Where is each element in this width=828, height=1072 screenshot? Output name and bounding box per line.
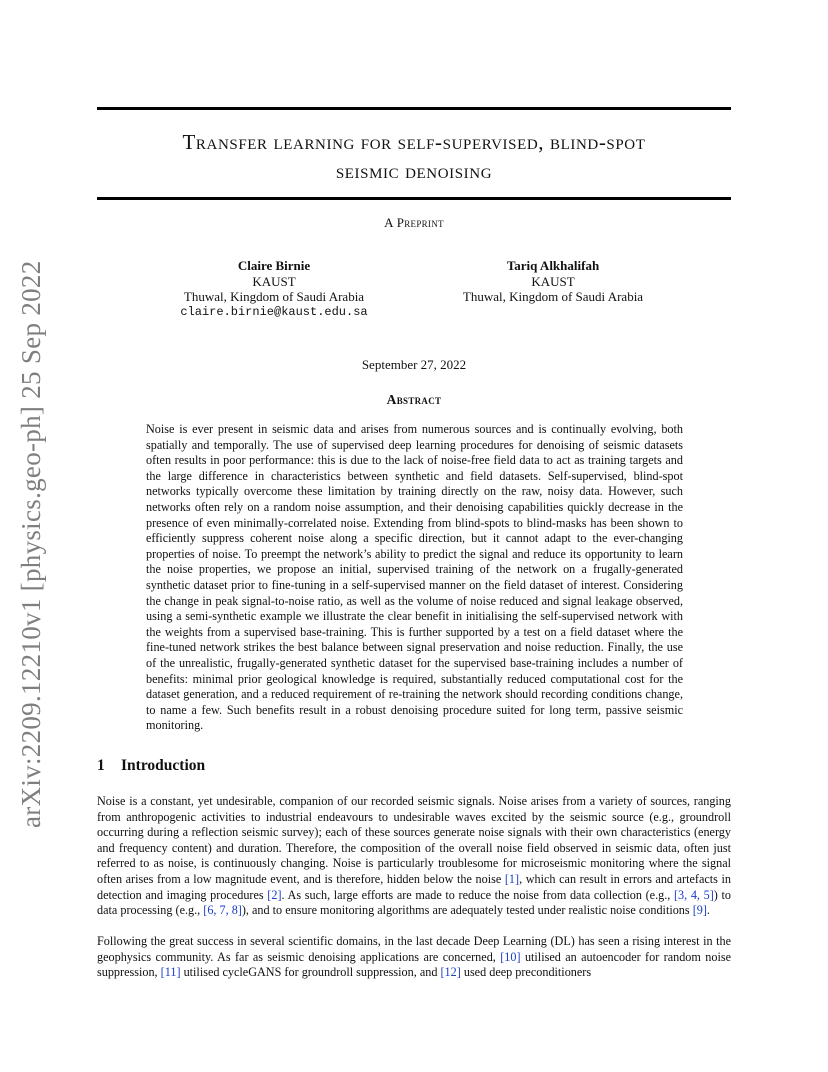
author-location: Thuwal, Kingdom of Saudi Arabia <box>462 289 644 304</box>
section-heading-introduction <box>97 757 205 775</box>
citation-link[interactable]: [10] <box>500 949 521 964</box>
citation-link[interactable]: [1] <box>504 871 520 886</box>
title-bottom-rule <box>97 197 731 200</box>
citation-link[interactable]: [12] <box>440 965 461 980</box>
citation-link[interactable]: [6, 7, 8] <box>203 903 242 918</box>
citation-link[interactable]: [3, 4, 5] <box>673 887 714 902</box>
text-run: . <box>706 903 710 918</box>
title-top-rule <box>97 107 731 110</box>
author-name: Claire Birnie <box>237 258 311 273</box>
text-run: , which can result in errors and artefacts in detection and imaging procedures <box>97 871 731 902</box>
text-run: used deep preconditioners <box>460 965 592 980</box>
text-run: . As such, large efforts are made to reduce the noise from data collection (e.g., <box>281 887 674 902</box>
author-block-2 <box>423 258 683 305</box>
citation-link[interactable]: [11] <box>160 965 181 980</box>
text-run: utilised cycleGANS for groundroll suppression, and <box>180 965 441 980</box>
intro-paragraph-2 <box>97 934 731 981</box>
abstract-heading: Abstract <box>386 392 442 407</box>
paper-title <box>97 128 731 186</box>
publication-date: September 27, 2022 <box>361 357 467 372</box>
section-number: 1 <box>97 757 105 774</box>
intro-paragraph-1 <box>97 794 731 919</box>
text-run: ) to data processing (e.g., <box>97 887 731 918</box>
arxiv-identifier: arXiv:2209.12210v1 [physics.geo-ph] 25 Sep 2022 <box>16 260 46 828</box>
section-title: Introduction <box>121 757 206 774</box>
abstract-text: Noise is ever present in seismic data and arises from numerous sources and is continually evolving, both spatially and temporally. The use of supervised deep learning procedures for denoising of seismic datasets often results in poor performance: this is due to the lack of noise-free field data to act as training targets and the large difference in characteristics between synthetic and field datasets. Self-supervised, blind-spot networks typically overcome these limitation by training directly on the raw, noisy data. However, such networks often rely on a random noise assumption, and their denoising capabilities quickly decrease in the presence of even minimally-correlated noise. Extending from blind-spots to blind-masks has been shown to efficiently suppress coherent noise along a specific direction, but it cannot adapt to the ever-changing properties of noise. To preempt the network’s ability to predict the signal and reduce its opportunity to learn the noise properties, we propose an initial, supervised training of the network on a frugally-generated synthetic dataset prior to fine-tuning in a self-supervised manner on the field dataset of interest. Considering the change in peak signal-to-noise ratio, as well as the volume of noise reduced and signal leakage observed, using a semi-synthetic example we illustrate the clear benefit in initialising the self-supervised network with the weights from a supervised base-training. This is further supported by a test on a field dataset where the fine-tuned network strikes the best balance between signal preservation and noise reduction. Finally, the use of the unrealistic, frugally-generated synthetic dataset for the supervised base-training includes a number of benefits: minimal prior geological knowledge is required, substantially reduced computational cost for the dataset generation, and a reduced requirement of re-training the network should recording conditions change, to name a few. Such benefits result in a robust denoising procedure suited for long term, passive seismic monitoring. <box>146 422 683 733</box>
text-run: ), and to ensure monitoring algorithms are adequately tested under realistic noise conditions <box>241 903 693 918</box>
author-email[interactable]: claire.birnie@kaust.edu.sa <box>180 304 368 319</box>
text-run: Following the great success in several scientific domains, in the last decade Deep Learning (DL) has seen a rising interest in the geophysics community. As far as seismic denoising applications are concerned, <box>97 934 731 964</box>
preprint-label: A Preprint <box>384 215 444 230</box>
author-location: Thuwal, Kingdom of Saudi Arabia <box>183 289 365 304</box>
citation-link[interactable]: [2] <box>267 887 282 902</box>
text-run: Noise is a constant, yet undesirable, companion of our recorded seismic signals. Noise arises from a variety of sources, ranging from anthropogenic activities to industrial endeavours to undesirable waves excited by the seismic source (e.g., groundroll occurring during a reflection seismic survey); each of these sources generate noise signals with their own characteristics (energy and frequency content) and duration. Therefore, the composition of the overall noise field observed in seismic data, often just referred to as noise, is continuously changing. Noise is particularly troublesome for microseismic monitoring where the signal often arises from a low magnitude event, and is therefore, hidden below the noise <box>97 794 731 886</box>
text-run: utilised an autoencoder for random noise suppression, <box>97 949 731 980</box>
paper-title-line-1: Transfer learning for self-supervised, blind-spot <box>182 130 646 154</box>
paper-title-line-2: seismic denoising <box>335 159 493 183</box>
author-affiliation: KAUST <box>531 273 575 289</box>
author-name: Tariq Alkhalifah <box>506 258 600 273</box>
author-block-1 <box>144 258 404 320</box>
author-affiliation: KAUST <box>252 273 296 289</box>
citation-link[interactable]: [9] <box>692 903 707 918</box>
